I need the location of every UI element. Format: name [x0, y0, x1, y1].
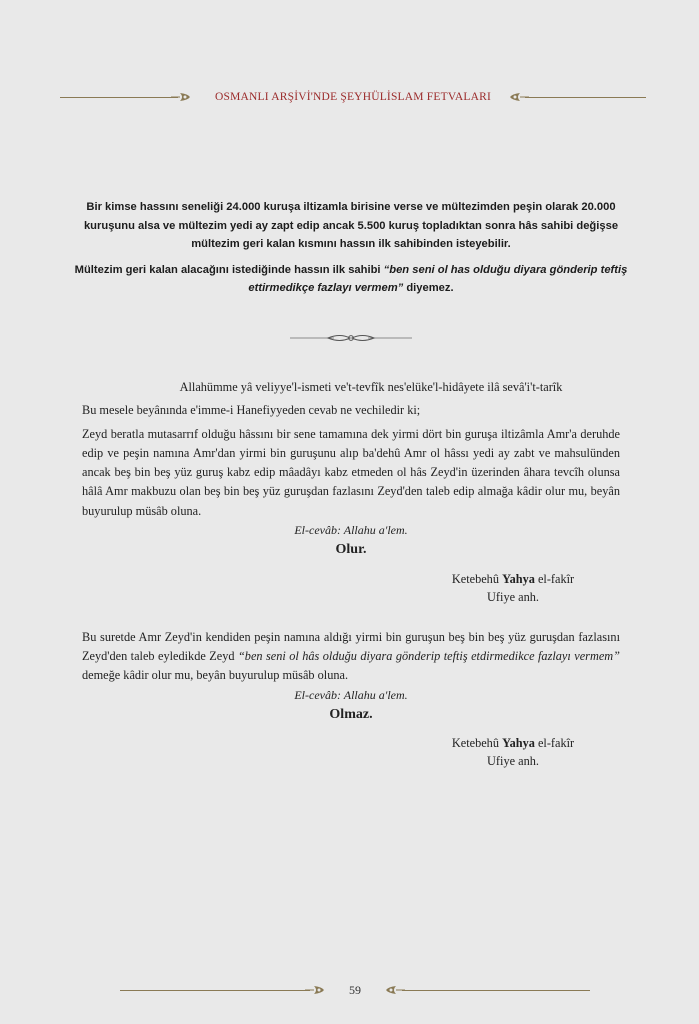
signature-2-suffix: el-fakîr: [534, 736, 575, 751]
summary-p2-before: Mültezim geri kalan alacağını istediğinde hassın ilk sahibi: [74, 263, 384, 276]
question-2: [82, 628, 620, 686]
summary-paragraph-1: Bir kimse hassını seneliği 24.000 kuruşa iltizamla birisine verse ve mültezimden peşin olarak 20.000 kuruşunu alsa ve mültezim yedi ay zapt edip ancak 5.500 kuruş topladıktan sonra hâs sahibi değişse mültezim geri kalan kısmını hassın ilk sahibinden isteyebilir.: [83, 201, 619, 250]
page-number: 59: [349, 983, 361, 997]
question-2-quote: “ben seni ol hâs olduğu diyara gönderip teftiş etdirmedikce fazlayı vermem”: [237, 648, 620, 663]
flourish-divider-icon: [288, 331, 414, 345]
summary-p2-quote: “ben seni ol has olduğu diyara gönderip teftiş ettirmedikçe fazlayı vermem”: [248, 263, 628, 294]
signature-1-name: Yahya: [502, 571, 535, 586]
scroll-ornament-icon: [170, 90, 192, 104]
summary-p2-after: diyemez.: [403, 282, 454, 294]
question-2-after: demeğe kâdir olur mu, beyân buyurulup müsâb oluna.: [82, 668, 349, 683]
signature-2-line-1: [438, 734, 588, 752]
fatwa-summary: [68, 198, 634, 298]
scroll-ornament-icon: [304, 983, 326, 997]
question-1: Zeyd beratla mutasarrıf olduğu hâssını bir sene tamamına dek yirmi dört bin guruşa iltizâmla Amr'a deruhde edip ve peşin namına Amr'dan yirmi bin guruşunu alıp ba'dehû Amr ol hâssı yedi ay zabt ve mahsulünden ancak beş bin beş yüz guruş kabz edip mâadâyı kabz etmeden ol hâs Zeyd'in üzerinden âhara tevcîh olunsa hâlâ Amr makbuzu olan beş bin beş yüz guruşdan fazlasını Zeyd'den taleb edip almağa kâdir olur mu, beyân buyurulup müsâb oluna.: [82, 426, 620, 518]
answer-2: Olmaz.: [329, 706, 373, 722]
answer-2-label: El-cevâb: Allahu a'lem.: [294, 687, 408, 702]
question-2-before: Bu suretde Amr Zeyd'in kendiden peşin namına aldığı yirmi bin guruşun beş bin beş yüz guruşdan fazlasını Zeyd'den taleb eyledikde Zeyd: [82, 629, 620, 663]
signature-2-name: Yahya: [502, 736, 535, 751]
signature-2: [438, 734, 588, 770]
fatwa-body: [82, 378, 620, 770]
header-rule-left: [60, 97, 178, 98]
running-header: [60, 88, 646, 108]
signature-1-line-2: Ufiye anh.: [487, 589, 539, 604]
summary-paragraph-2: [68, 261, 634, 298]
signature-1-line-1: [438, 570, 588, 588]
header-title: OSMANLI ARŞİVİ'NDE ŞEYHÜLİSLAM FETVALARI: [215, 91, 491, 103]
answer-1: Olur.: [335, 542, 367, 558]
header-rule-right: [525, 97, 646, 98]
question-intro: Bu mesele beyânında e'imme-i Hanefiyyeden cevab ne vechiledir ki;: [82, 403, 421, 418]
footer-rule-right: [402, 990, 590, 991]
footer-rule-left: [120, 990, 310, 991]
answer-1-label: El-cevâb: Allahu a'lem.: [294, 523, 408, 538]
invocation: Allahümme yâ veliyye'l-ismeti ve't-tevfîk nes'elüke'l-hidâyete ilâ sevâ'i't-tarîk: [179, 380, 563, 394]
signature-1-suffix: el-fakîr: [534, 571, 575, 586]
signature-1: [438, 570, 588, 606]
signature-2-prefix: Ketebehû: [451, 736, 503, 751]
signature-2-line-2: Ufiye anh.: [487, 754, 539, 769]
running-footer: [120, 982, 590, 1000]
signature-1-prefix: Ketebehû: [451, 571, 503, 586]
